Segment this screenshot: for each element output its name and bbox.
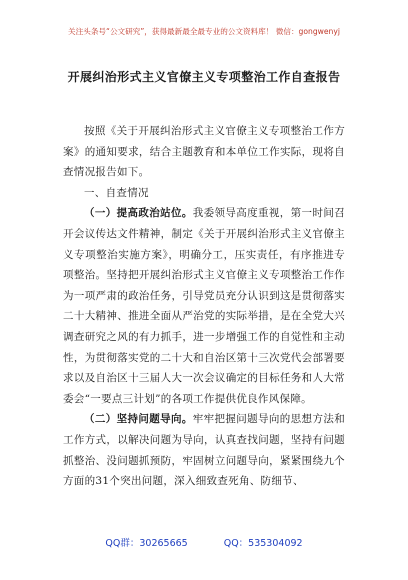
footer-qq-group: QQ群：30265665 bbox=[105, 538, 188, 549]
paragraph-2-text: 牢牢把握问题导向的思想方法和工作方式，以解决问题为导向，认真查找问题，坚持有问题抓整治、没问题抓预防，牢固树立问题导向，紧紧围绕九个方面的31个突出问题，深入细致查死角、防细节、 bbox=[63, 413, 345, 488]
watermark-banner: 关注头条号“公文研究”，获得最新最全最专业的公文资料库！ 微信：gongwenyj bbox=[68, 27, 340, 36]
section-heading: 一、自查情况 bbox=[84, 186, 149, 199]
document-title: 开展纠治形式主义官僚主义专项整治工作自查报告 bbox=[67, 70, 341, 84]
paragraph-2-lead: （二）坚持问题导向。 bbox=[84, 413, 193, 426]
paragraph-1 bbox=[63, 203, 345, 409]
footer-contact bbox=[0, 535, 408, 549]
document-body bbox=[63, 121, 345, 492]
intro-paragraph: 按照《关于开展纠治形式主义官僚主义专项整治工作方案》的通知要求，结合主题教育和本单位工作实际，现将自查情况报告如下。 bbox=[63, 125, 345, 179]
paragraph-2 bbox=[63, 409, 345, 491]
footer-qq-number: QQ：535304092 bbox=[223, 538, 303, 549]
paragraph-1-lead: （一）提高政治站位。 bbox=[84, 207, 193, 220]
paragraph-1-text: 我委领导高度重视，第一时间召开会议传达文件精神，制定《关于开展纠治形式主义官僚主义专项整治实施方案》，明确分工，压实责任，有序推进专项整治。坚持把开展纠治形式主义官僚主义专项整治工作作为一项严肃的政治任务，引导党员充分认识到这是贯彻落实二十大精神、推进全面从严治党的实际举措，是在全党大兴调查研究之风的有力抓手，进一步增强工作的自觉性和主动性，为贯彻落实党的二十大和自治区第十三次党代会部署要求以及自治区十三届人大一次会议确定的目标任务和人大常委会“一要点三计划”的各项工作提供优良作风保障。 bbox=[63, 207, 345, 405]
